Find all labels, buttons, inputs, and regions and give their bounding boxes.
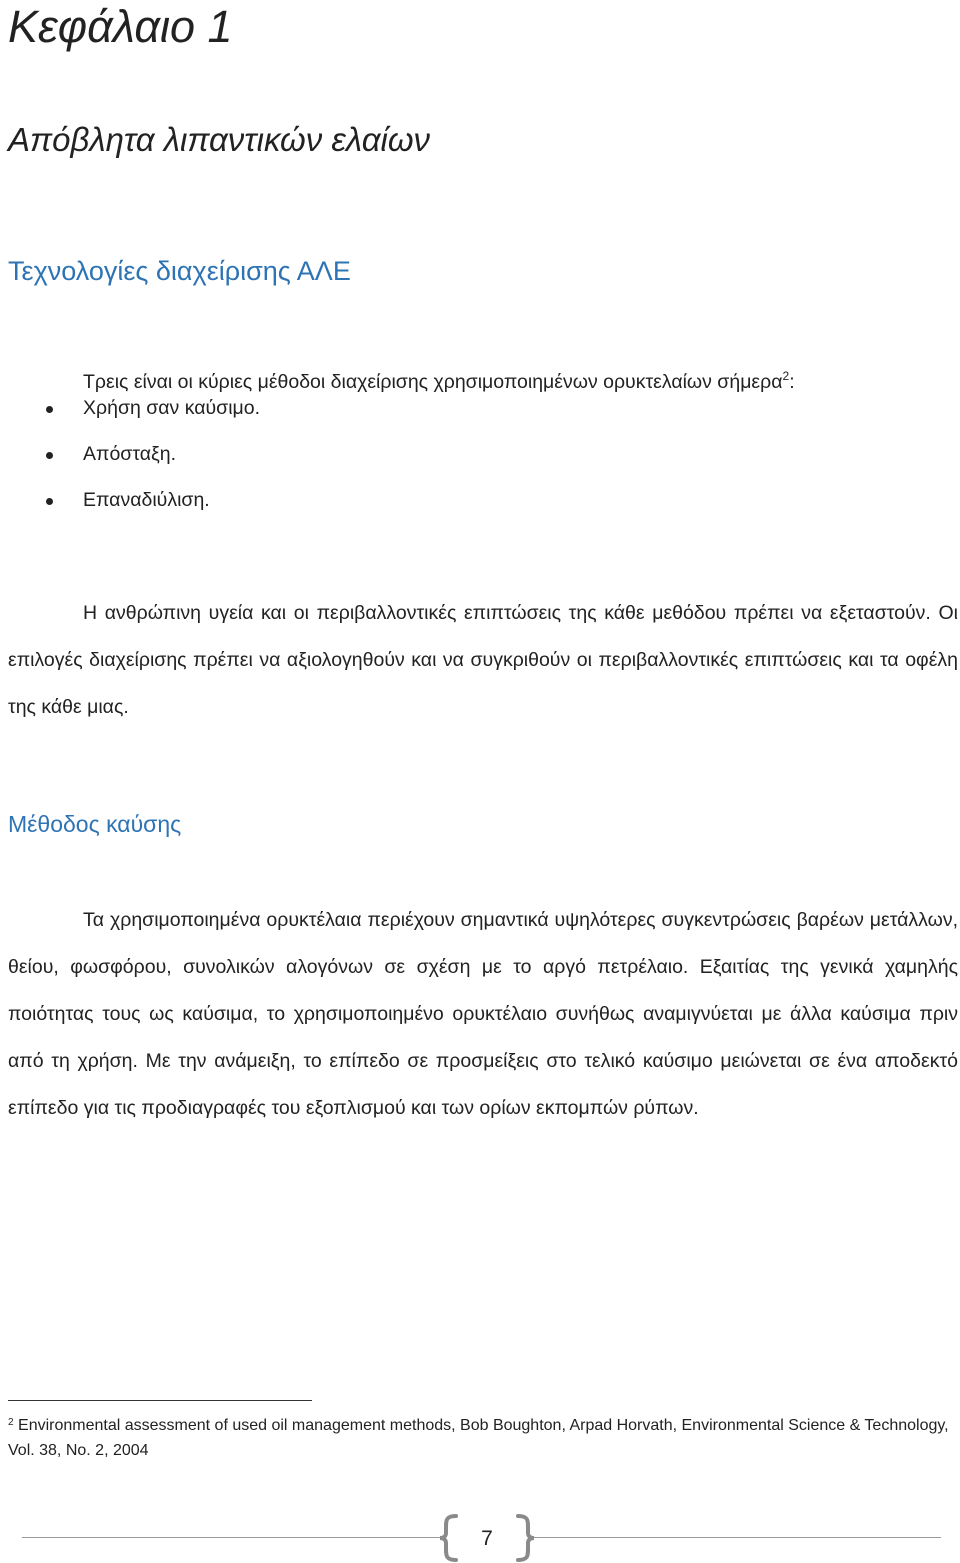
intro-text: Τρεις είναι οι κύριες μέθοδοι διαχείρισης χρησιμοποιημένων ορυκτελαίων σήμερα bbox=[83, 371, 783, 393]
footer-rule-right bbox=[531, 1537, 941, 1538]
page-number: 7 bbox=[481, 1527, 493, 1550]
bullet-label: Απόσταξη. bbox=[83, 443, 177, 465]
chapter-title: Κεφάλαιο 1 bbox=[8, 1, 233, 52]
list-item bbox=[0, 385, 960, 431]
intro-colon: : bbox=[789, 371, 795, 393]
bullet-label: Χρήση σαν καύσιμο. bbox=[83, 397, 261, 419]
footnote-separator bbox=[8, 1400, 312, 1401]
section-heading: Τεχνολογίες διαχείρισης ΑΛΕ bbox=[8, 256, 351, 286]
chapter-subtitle: Απόβλητα λιπαντικών ελαίων bbox=[8, 121, 431, 158]
bullet-dot-icon bbox=[46, 406, 53, 413]
list-item bbox=[0, 477, 960, 523]
bullet-dot-icon bbox=[46, 452, 53, 459]
bullet-list bbox=[0, 385, 960, 523]
footnote-text: Environmental assessment of used oil management methods, Bob Boughton, Arpad Horvath, Environmental Science & Technology, Vol. 38, No. 2, 2004 bbox=[8, 1417, 949, 1459]
section-paragraph: Η ανθρώπινη υγεία και οι περιβαλλοντικές επιπτώσεις της κάθε μεθόδου πρέπει να εξεταστούν. Οι επιλογές διαχείρισης πρέπει να αξιολογηθούν και να συγκριθούν οι περιβαλλοντικές επιπτώσεις και τα οφέλη της κάθε μιας. bbox=[8, 602, 958, 718]
footer-rule-left bbox=[22, 1537, 442, 1538]
bullet-label: Επαναδιύλιση. bbox=[83, 489, 210, 511]
subsection-heading: Μέθοδος καύσης bbox=[8, 811, 182, 837]
subsection-paragraph: Τα χρησιμοποιημένα ορυκτέλαια περιέχουν σημαντικά υψηλότερες συγκεντρώσεις βαρέων μετάλλων, θείου, φωσφόρου, συνολικών αλογόνων σε σχέση με το αργό πετρέλαιο. Εξαιτίας της γενικά χαμηλής ποιότητας τους ως καύσιμα, το χρησιμοποιημένο ορυκτέλαιο συνήθως αναμιγνύεται με άλλα καύσιμα πριν από τη χρήση. Με την ανάμειξη, το επίπεδο σε προσμείξεις στο τελικό καύσιμο μειώνεται σε ένα αποδεκτό επίπεδο για τις προδιαγραφές του εξοπλισμού και των ορίων εκπομπών ρύπων. bbox=[8, 909, 958, 1119]
list-item bbox=[0, 431, 960, 477]
footnote bbox=[8, 1413, 958, 1463]
footnote-number: 2 bbox=[8, 1417, 14, 1428]
footnote-reference[interactable]: 2 bbox=[782, 369, 790, 383]
bullet-dot-icon bbox=[46, 498, 53, 505]
